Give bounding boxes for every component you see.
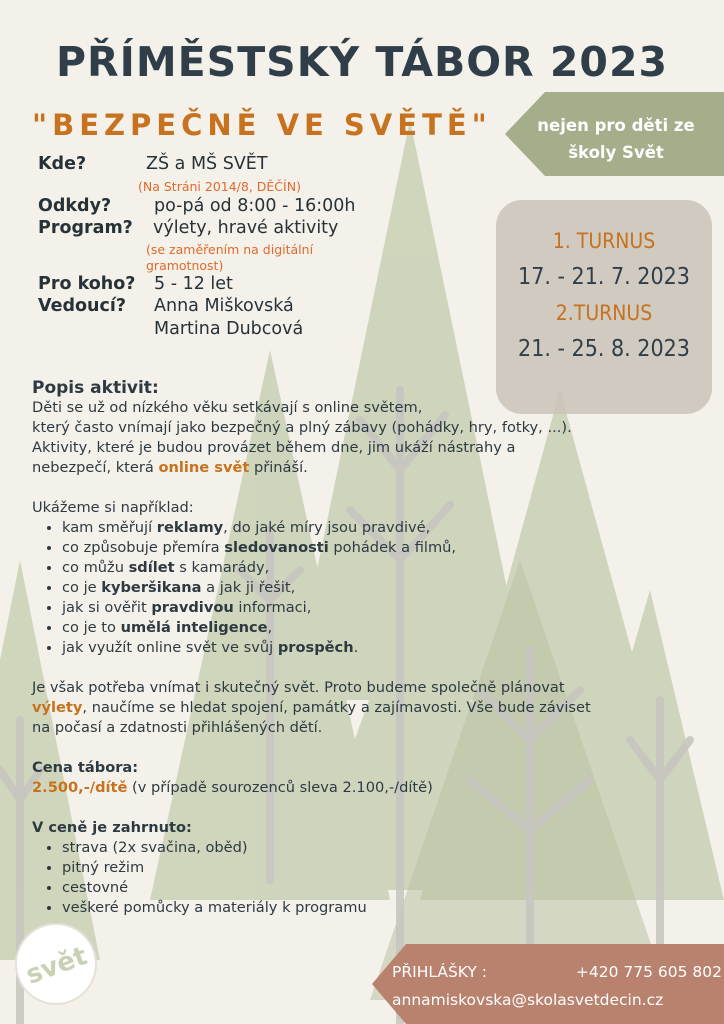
leader-1: Anna Miškovská: [154, 296, 294, 316]
for-label: Pro koho?: [38, 274, 136, 294]
list-item-text: pohádek a filmů,: [328, 539, 457, 556]
activities-p2-line-3: na počasí a zdatnosti přihlášených dětí.: [32, 719, 323, 736]
included-list: [32, 838, 692, 918]
list-item: [62, 598, 692, 618]
activities-section: [32, 378, 692, 918]
activities-p1-line-4-end: přináší.: [249, 459, 308, 476]
turn-1-label: 1. TURNUS: [552, 229, 656, 253]
list-item: [62, 558, 692, 578]
list-item-bold: sdílet: [128, 559, 175, 576]
list-item-text: jak využít online svět ve svůj: [62, 639, 278, 656]
online-world-highlight: online svět: [158, 459, 250, 476]
leader-label: Vedoucí?: [38, 296, 126, 316]
list-item-text: ,: [267, 619, 273, 636]
for-value: 5 - 12 let: [154, 274, 233, 294]
when-value: po-pá od 8:00 - 16:00h: [154, 196, 356, 216]
where-value: ZŠ a MŠ SVĚT: [146, 154, 268, 174]
list-item-text: jak si ověřit: [62, 599, 152, 616]
program-note-2: gramotnost): [146, 258, 224, 273]
price-value: 2.500,-/dítě: [32, 779, 128, 796]
audience-badge-line-2: školy Svět: [568, 143, 664, 162]
activities-p2-line-1: Je však potřeba vnímat i skutečný svět. Proto budeme společně plánovat: [32, 679, 565, 696]
when-label: Odkdy?: [38, 196, 112, 216]
turn-1-dates: 17. - 21. 7. 2023: [518, 264, 690, 290]
included-heading: V ceně je zahrnuto:: [32, 819, 192, 836]
list-item: [62, 638, 692, 658]
logo-text: svět: [22, 941, 92, 991]
list-item: • cestovné: [62, 878, 692, 898]
list-item: [62, 618, 692, 638]
list-item-bold: kyberšikana: [101, 579, 202, 596]
list-item-text: co můžu: [62, 559, 129, 576]
list-item-text: co je: [62, 579, 102, 596]
list-item-bold: reklamy: [156, 519, 224, 536]
trips-highlight: výlety: [32, 699, 83, 716]
list-item-bold: pravdivou: [151, 599, 234, 616]
list-item-text: kam směřují: [62, 519, 157, 536]
where-label: Kde?: [38, 154, 87, 174]
list-item: • strava (2x svačina, oběd): [62, 838, 692, 858]
activities-p1-line-4: [32, 458, 692, 478]
list-item-text: co je to: [62, 619, 121, 636]
list-item-text: .: [353, 639, 359, 656]
leader-2: Martina Dubcová: [154, 319, 304, 339]
list-item-text: s kamarády,: [174, 559, 270, 576]
contact-email[interactable]: annamiskovska@skolasvetdecin.cz: [392, 991, 664, 1009]
list-item: • veškeré pomůcky a materiály k programu: [62, 898, 692, 918]
turn-2-dates: 21. - 25. 8. 2023: [518, 336, 690, 362]
list-item: [62, 578, 692, 598]
list-item-text: a jak ji řešit,: [201, 579, 296, 596]
activities-p1-line-2: který často vnímají jako bezpečný a plný zábavy (pohádky, hry, fotky, ...).: [32, 419, 572, 436]
contact-phone[interactable]: +420 775 605 802: [575, 963, 722, 981]
list-item: [62, 538, 692, 558]
list-item-text: informaci,: [233, 599, 312, 616]
price-line: [32, 778, 692, 798]
school-logo: [14, 922, 98, 1006]
dates-text: [496, 226, 712, 370]
activities-p2-line-2-text: , naučíme se hledat spojení, památky a zajímavosti. Vše bude záviset: [82, 699, 591, 716]
activities-p1-line-3: Aktivity, které je budou provázet během dne, jim ukáží nástrahy a: [32, 439, 516, 456]
where-note: (Na Stráni 2014/8, DĚČÍN): [138, 179, 301, 194]
page-title: PŘÍMĚSTSKÝ TÁBOR 2023: [55, 38, 669, 86]
turn-2-label: 2.TURNUS: [555, 301, 653, 325]
list-item-bold: prospěch: [277, 639, 354, 656]
price-note: (v případě sourozenců sleva 2.100,-/dítě): [127, 779, 433, 796]
list-item-text: , do jaké míry jsou pravdivé,: [223, 519, 431, 536]
program-label: Program?: [38, 218, 133, 238]
page-subtitle: "BEZPEČNĚ VE SVĚTĚ": [32, 108, 492, 142]
activities-p1-line-4-text: nebezpečí, která: [32, 459, 159, 476]
program-note-1: (se zaměřením na digitální: [146, 242, 314, 257]
activities-p2-line-2: [32, 698, 692, 718]
audience-badge-line-1: nejen pro děti ze: [537, 116, 695, 135]
list-item: [62, 518, 692, 538]
list-item-bold: sledovanosti: [224, 539, 329, 556]
list-item-bold: umělá inteligence: [120, 619, 268, 636]
list-item-text: co způsobuje přemíra: [62, 539, 225, 556]
examples-intro: Ukážeme si například:: [32, 499, 194, 516]
examples-list: [32, 518, 692, 658]
activities-p1-line-1: Děti se už od nízkého věku setkávají s online světem,: [32, 399, 423, 416]
program-value: výlety, hravé aktivity: [153, 218, 339, 238]
audience-badge-text: [512, 112, 720, 166]
contact-text: [392, 958, 722, 1014]
activities-heading: Popis aktivit:: [32, 378, 159, 398]
price-heading: Cena tábora:: [32, 759, 139, 776]
list-item: • pitný režim: [62, 858, 692, 878]
signup-label: PŘIHLÁŠKY :: [392, 963, 488, 981]
